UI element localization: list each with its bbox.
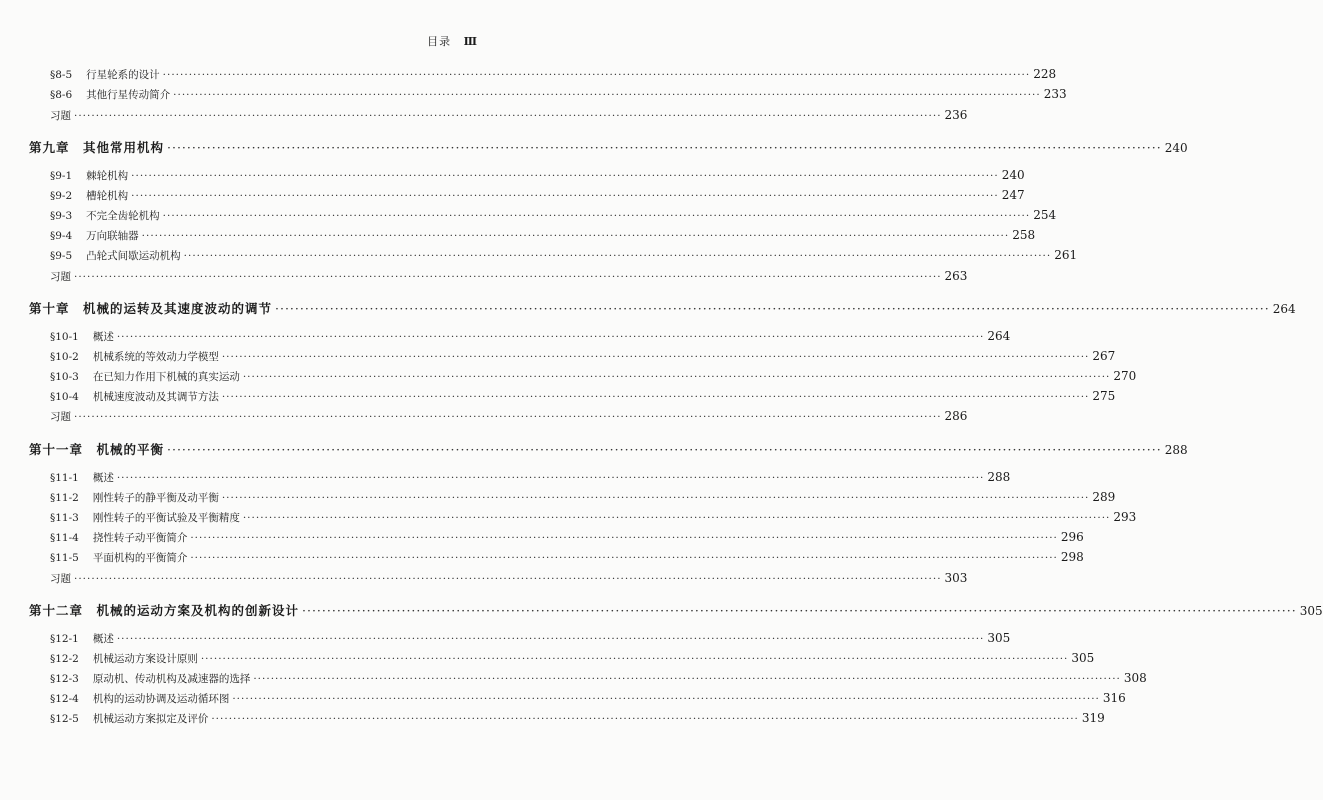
leader-dots: ········································································································································································································: [190, 552, 1058, 564]
section-title: 其他行星传动简介: [86, 89, 171, 101]
toc-section-row: [0, 651, 1095, 669]
page-number: 303: [944, 571, 968, 585]
section-title: 概述: [92, 331, 114, 343]
section-title: 概述: [92, 472, 114, 484]
leader-dots: ········································································································································································································: [116, 331, 985, 343]
toc-section-row: [0, 530, 1084, 548]
leader-dots: ········································································································································································································: [183, 250, 1052, 262]
toc-section-row: [0, 329, 1011, 347]
leader-dots: ········································································································································································································: [167, 442, 1162, 457]
leader-dots: ········································································································································································································: [131, 190, 999, 202]
exercise-label: 习题: [50, 411, 71, 423]
toc-section-row: [0, 490, 1116, 508]
header-title: 目录: [427, 35, 452, 48]
toc-section-row: [0, 671, 1147, 689]
leader-dots: ········································································································································································································: [232, 693, 1100, 705]
toc-section-row: [0, 188, 1025, 206]
section-title: 机械运动方案拟定及评价: [92, 713, 209, 725]
section-number: §10-1: [50, 331, 79, 343]
page-number: 228: [1033, 67, 1057, 81]
leader-dots: ········································································································································································································: [116, 472, 985, 484]
chapter-title: 第十章 机械的运转及其速度波动的调节: [29, 301, 273, 316]
page-number: 305: [1299, 604, 1323, 618]
leader-dots: ········································································································································································································: [221, 351, 1090, 363]
toc-section-row: [0, 369, 1137, 387]
section-title: 行星轮系的设计: [86, 69, 160, 81]
section-number: §8-5: [50, 69, 73, 81]
page-number: 240: [1164, 141, 1188, 155]
section-number: §12-1: [50, 633, 79, 645]
toc-exercise-row: [0, 409, 968, 427]
toc-section-row: [0, 87, 1067, 105]
section-number: §12-3: [50, 673, 79, 685]
toc-section-row: [0, 510, 1137, 528]
section-number: §10-4: [50, 391, 79, 403]
page-number: 264: [987, 329, 1011, 343]
page-number: 267: [1092, 349, 1116, 363]
section-number: §9-5: [50, 250, 73, 262]
toc-section-row: [0, 389, 1116, 407]
chapter-title: 第十二章 机械的运动方案及机构的创新设计: [29, 603, 300, 618]
toc-chapter-row: [0, 299, 1296, 317]
section-number: §11-1: [50, 472, 79, 484]
section-title: 挠性转子动平衡简介: [92, 532, 188, 544]
section-number: §8-6: [50, 89, 73, 101]
toc-chapter-row: [0, 440, 1188, 458]
page-number: 319: [1081, 711, 1105, 725]
leader-dots: ········································································································································································································: [173, 89, 1041, 101]
page-number: 288: [1164, 443, 1188, 457]
section-number: §9-3: [50, 210, 73, 222]
section-title: 棘轮机构: [86, 170, 129, 182]
section-number: §12-4: [50, 693, 79, 705]
chapter-title: 第九章 其他常用机构: [29, 140, 165, 155]
section-title: 凸轮式间歇运动机构: [86, 250, 181, 262]
page-number: 308: [1123, 671, 1147, 685]
leader-dots: ········································································································································································································: [74, 573, 942, 585]
section-number: §10-2: [50, 351, 79, 363]
leader-dots: ········································································································································································································: [211, 713, 1079, 725]
page-number: 288: [987, 470, 1011, 484]
page-number: 286: [944, 409, 968, 423]
page-number: 240: [1001, 168, 1025, 182]
leader-dots: ········································································································································································································: [221, 492, 1090, 504]
leader-dots: ········································································································································································································: [74, 411, 942, 423]
toc-exercise-row: [0, 571, 968, 589]
leader-dots: ········································································································································································································: [162, 210, 1031, 222]
page-number: 305: [1071, 651, 1095, 665]
leader-dots: ········································································································································································································: [74, 271, 942, 283]
toc-section-row: [0, 691, 1126, 709]
section-number: §11-2: [50, 492, 79, 504]
toc-chapter-row: [0, 138, 1188, 156]
section-title: 原动机、传动机构及减速器的选择: [92, 673, 251, 685]
page-number: 258: [1012, 228, 1036, 242]
section-number: §12-5: [50, 713, 79, 725]
section-number: §11-3: [50, 512, 79, 524]
section-number: §9-2: [50, 190, 73, 202]
section-title: 在已知力作用下机械的真实运动: [92, 371, 240, 383]
page-number: 263: [944, 269, 968, 283]
toc-exercise-row: [0, 269, 968, 287]
leader-dots: ········································································································································································································: [74, 110, 942, 122]
page-number: 296: [1060, 530, 1084, 544]
page-number: 298: [1060, 550, 1084, 564]
page-number: 264: [1272, 302, 1296, 316]
chapter-title: 第十一章 机械的平衡: [29, 442, 165, 457]
leader-dots: ········································································································································································································: [190, 532, 1058, 544]
section-title: 机械运动方案设计原则: [92, 653, 198, 665]
toc-section-row: [0, 67, 1057, 85]
leader-dots: ········································································································································································································: [131, 170, 999, 182]
toc-section-row: [0, 470, 1011, 488]
toc-section-row: [0, 711, 1105, 729]
section-title: 机械系统的等效动力学模型: [92, 351, 219, 363]
leader-dots: ········································································································································································································: [162, 69, 1031, 81]
leader-dots: ········································································································································································································: [116, 633, 985, 645]
leader-dots: ········································································································································································································: [141, 230, 1010, 242]
leader-dots: ········································································································································································································: [242, 512, 1111, 524]
toc-section-row: [0, 228, 1036, 246]
section-number: §11-5: [50, 552, 79, 564]
section-number: §10-3: [50, 371, 79, 383]
exercise-label: 习题: [50, 271, 71, 283]
toc-section-row: [0, 349, 1116, 367]
section-title: 刚性转子的静平衡及动平衡: [92, 492, 219, 504]
page-number: 261: [1054, 248, 1078, 262]
page-number: 254: [1033, 208, 1057, 222]
section-title: 万向联轴器: [86, 230, 139, 242]
exercise-label: 习题: [50, 110, 71, 122]
leader-dots: ········································································································································································································: [253, 673, 1121, 685]
page-number: 293: [1113, 510, 1137, 524]
section-number: §9-4: [50, 230, 73, 242]
section-number: §11-4: [50, 532, 79, 544]
toc-exercise-row: [0, 108, 968, 126]
page-number: 316: [1102, 691, 1126, 705]
section-number: §9-1: [50, 170, 73, 182]
section-title: 概述: [92, 633, 114, 645]
leader-dots: ········································································································································································································: [200, 653, 1069, 665]
leader-dots: ········································································································································································································: [221, 391, 1090, 403]
page-number: 289: [1092, 490, 1116, 504]
page-number: 236: [944, 108, 968, 122]
section-title: 不完全齿轮机构: [86, 210, 160, 222]
section-title: 刚性转子的平衡试验及平衡精度: [92, 512, 240, 524]
page-number: 275: [1092, 389, 1116, 403]
page-number: 305: [987, 631, 1011, 645]
page-number: 270: [1113, 369, 1137, 383]
exercise-label: 习题: [50, 573, 71, 585]
section-title: 机械速度波动及其调节方法: [92, 391, 219, 403]
section-title: 平面机构的平衡简介: [92, 552, 188, 564]
toc-section-row: [0, 248, 1078, 266]
leader-dots: ········································································································································································································: [242, 371, 1111, 383]
section-title: 机构的运动协调及运动循环图: [92, 693, 230, 705]
leader-dots: ········································································································································································································: [275, 301, 1270, 316]
section-number: §12-2: [50, 653, 79, 665]
toc-section-row: [0, 208, 1057, 226]
running-header: [427, 33, 478, 49]
page-number: 233: [1043, 87, 1067, 101]
leader-dots: ········································································································································································································: [167, 140, 1162, 155]
toc-section-row: [0, 168, 1025, 186]
toc-section-row: [0, 550, 1084, 568]
toc-chapter-row: [0, 601, 1323, 619]
header-page-number: Ⅲ: [463, 35, 478, 48]
leader-dots: ········································································································································································································: [302, 603, 1297, 618]
page-number: 247: [1001, 188, 1025, 202]
section-title: 槽轮机构: [86, 190, 129, 202]
toc-section-row: [0, 631, 1011, 649]
